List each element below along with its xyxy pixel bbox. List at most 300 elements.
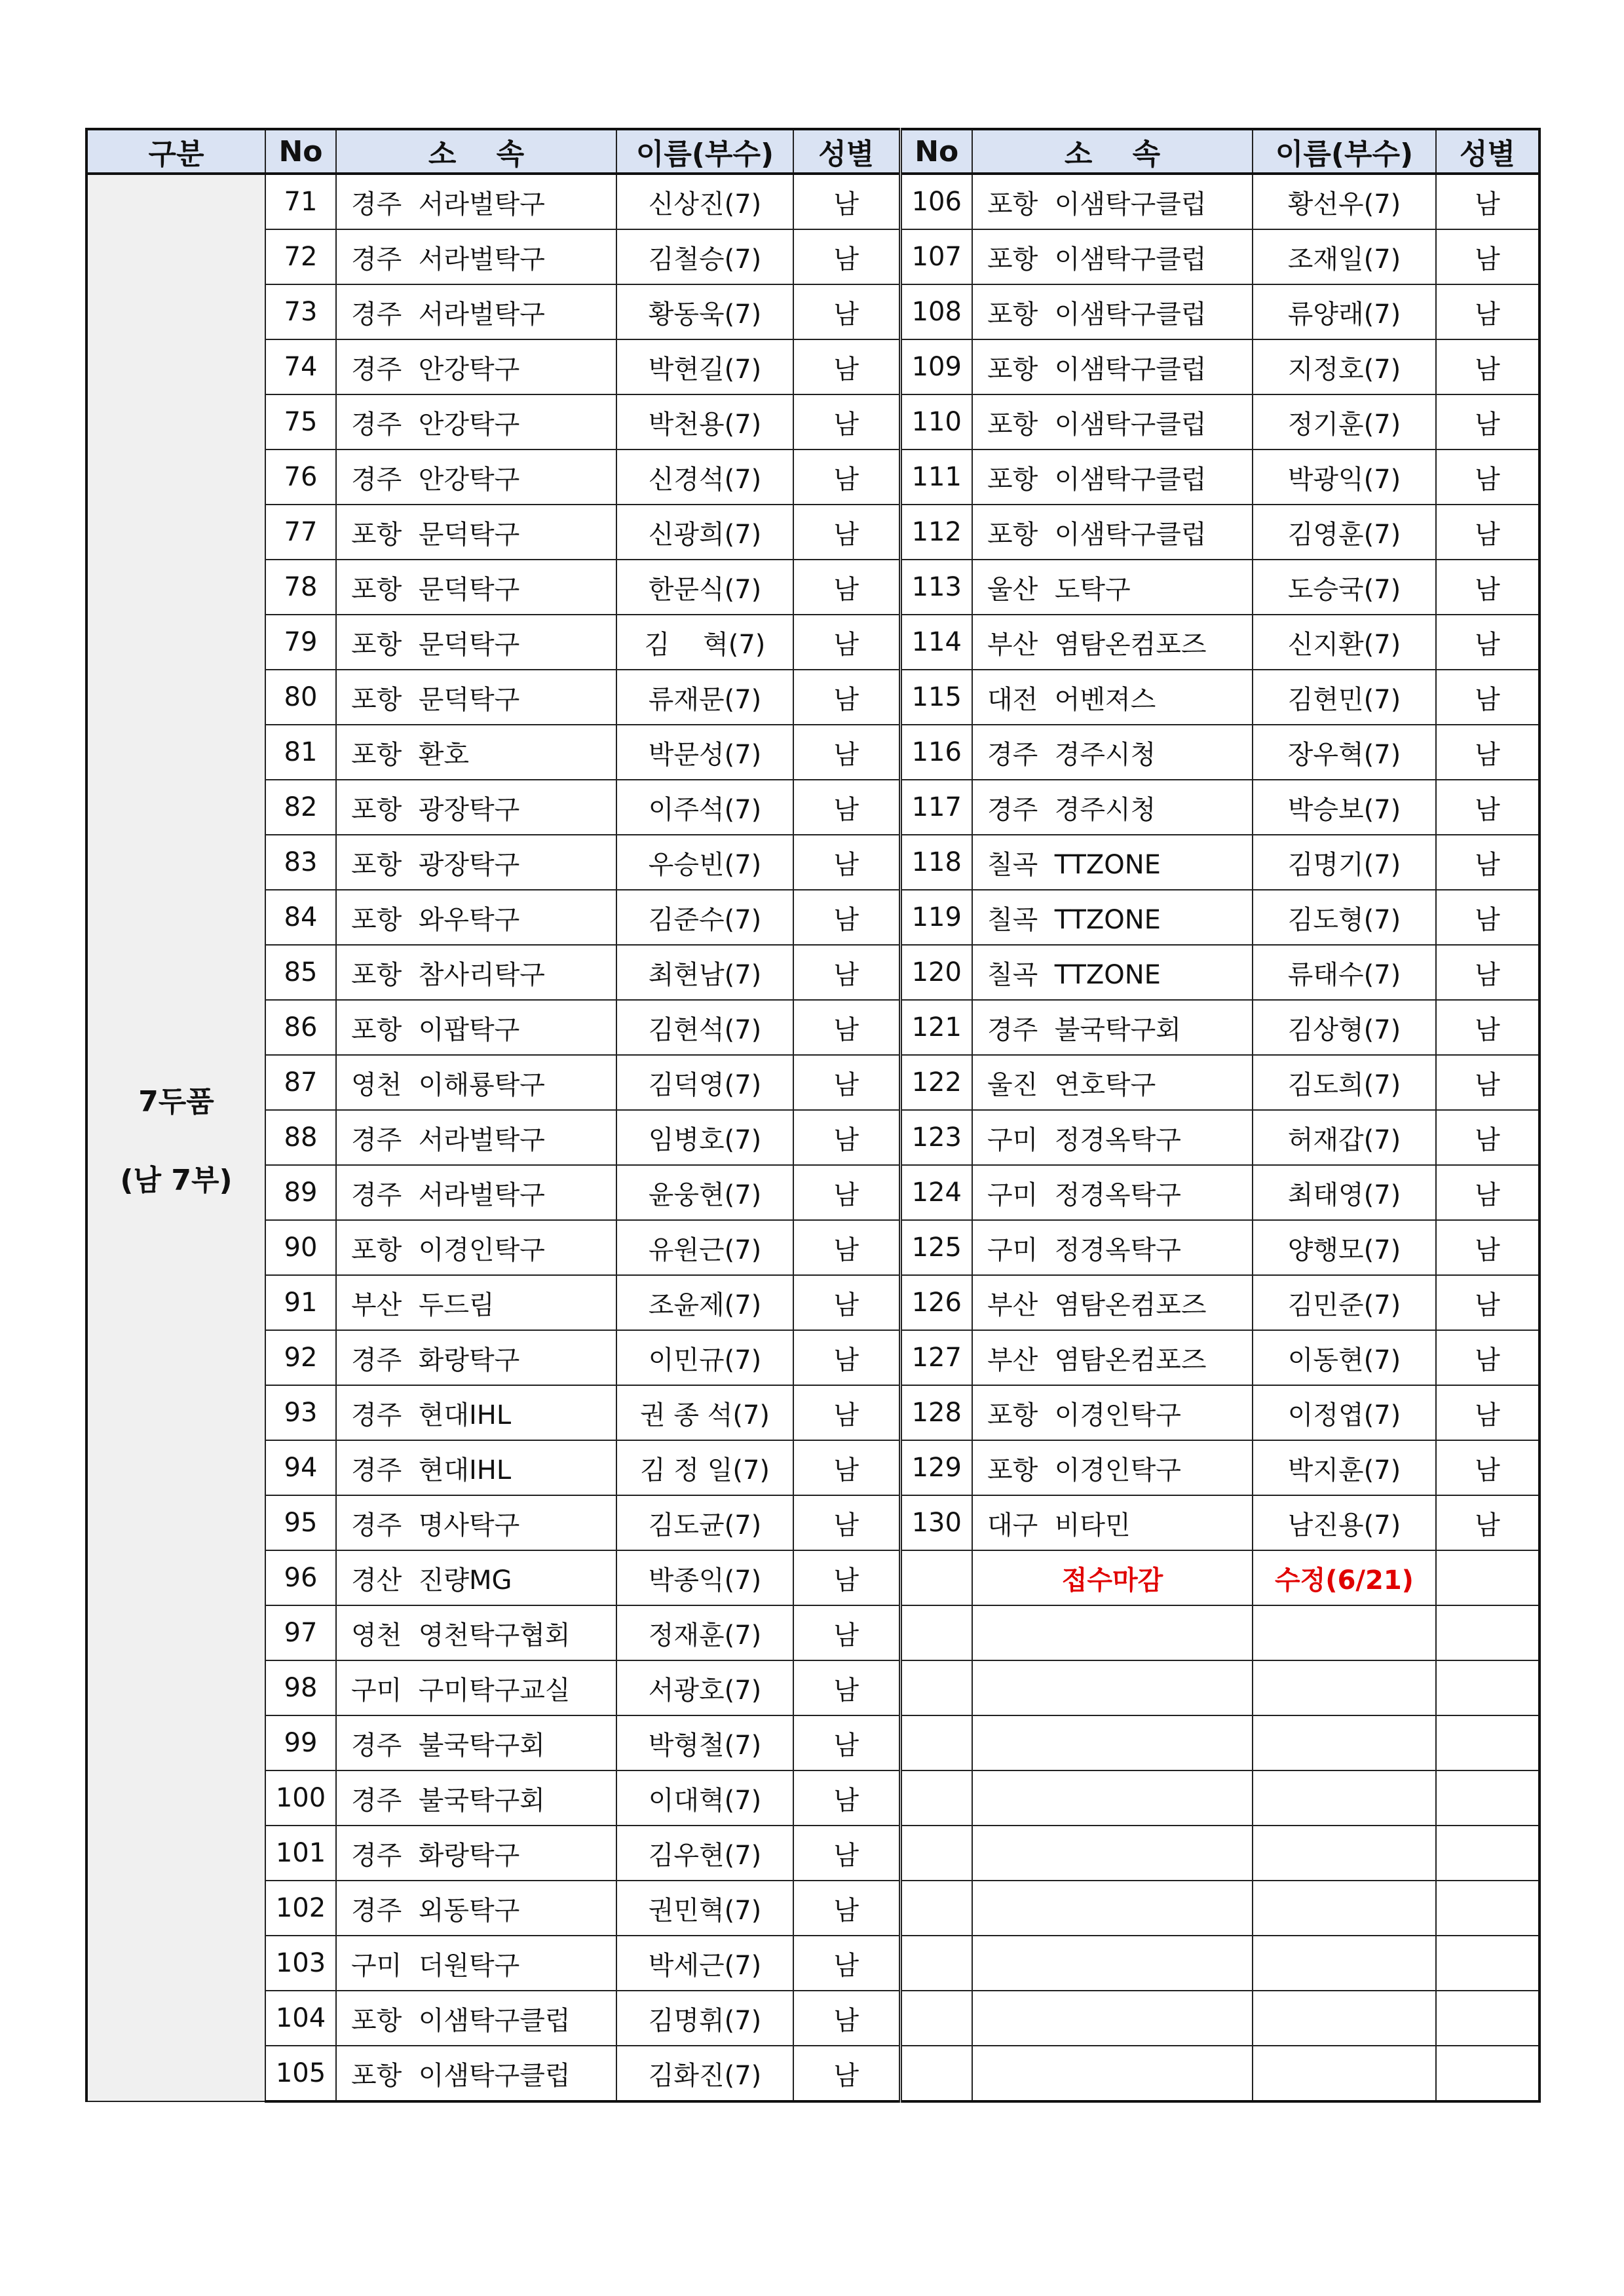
header-name-right: 이름(부수) [1253, 129, 1436, 174]
left-gender-cell: 남 [793, 1881, 900, 1936]
right-name-cell: 신지환(7) [1253, 615, 1436, 670]
left-gender-cell: 남 [793, 1055, 900, 1110]
left-name-cell: 김 정 일(7) [616, 1440, 793, 1495]
left-no-cell: 79 [265, 615, 336, 670]
right-affiliation-cell [972, 1770, 1253, 1826]
right-gender-cell [1436, 1550, 1539, 1605]
header-affiliation-left: 소 속 [336, 129, 616, 174]
left-affiliation-cell: 경주 안강탁구 [336, 450, 616, 505]
right-gender-cell [1436, 1660, 1539, 1715]
left-gender-cell: 남 [793, 1220, 900, 1275]
left-name-cell: 김명휘(7) [616, 1991, 793, 2046]
table-row [86, 890, 1539, 945]
right-gender-cell: 남 [1436, 1000, 1539, 1055]
left-gender-cell: 남 [793, 780, 900, 835]
table-row [86, 945, 1539, 1000]
left-no-cell: 87 [265, 1055, 336, 1110]
left-affiliation-cell: 영천 영천탁구협회 [336, 1605, 616, 1660]
left-gender-cell: 남 [793, 450, 900, 505]
right-affiliation-cell: 포항 이경인탁구 [972, 1385, 1253, 1440]
left-name-cell: 박종익(7) [616, 1550, 793, 1605]
table-row [86, 394, 1539, 450]
right-affiliation-cell: 울진 연호탁구 [972, 1055, 1253, 1110]
left-gender-cell: 남 [793, 1495, 900, 1550]
left-no-cell: 84 [265, 890, 336, 945]
right-gender-cell: 남 [1436, 670, 1539, 725]
right-affiliation-cell [972, 1936, 1253, 1991]
right-gender-cell: 남 [1436, 1385, 1539, 1440]
left-name-cell: 이민규(7) [616, 1330, 793, 1385]
left-gender-cell: 남 [793, 1165, 900, 1220]
right-affiliation-cell: 포항 이샘탁구클럽 [972, 450, 1253, 505]
left-name-cell: 신광희(7) [616, 505, 793, 560]
left-affiliation-cell: 포항 와우탁구 [336, 890, 616, 945]
left-name-cell: 김화진(7) [616, 2046, 793, 2101]
right-gender-cell: 남 [1436, 174, 1539, 229]
right-name-cell: 이동현(7) [1253, 1330, 1436, 1385]
left-no-cell: 105 [265, 2046, 336, 2101]
right-affiliation-cell: 대구 비타민 [972, 1495, 1253, 1550]
right-no-cell: 109 [900, 339, 972, 394]
right-gender-cell: 남 [1436, 835, 1539, 890]
table-row [86, 1826, 1539, 1881]
right-name-cell: 남진용(7) [1253, 1495, 1436, 1550]
left-gender-cell: 남 [793, 1550, 900, 1605]
left-no-cell: 91 [265, 1275, 336, 1330]
left-affiliation-cell: 경주 서라벌탁구 [336, 284, 616, 339]
table-row [86, 1715, 1539, 1770]
left-no-cell: 81 [265, 725, 336, 780]
left-name-cell: 박형철(7) [616, 1715, 793, 1770]
right-affiliation-cell: 경주 불국탁구회 [972, 1000, 1253, 1055]
left-gender-cell: 남 [793, 1385, 900, 1440]
table-row [86, 670, 1539, 725]
right-affiliation-cell: 울산 도탁구 [972, 560, 1253, 615]
left-gender-cell: 남 [793, 725, 900, 780]
right-affiliation-cell: 구미 정경옥탁구 [972, 1165, 1253, 1220]
right-gender-cell: 남 [1436, 1110, 1539, 1165]
left-name-cell: 정재훈(7) [616, 1605, 793, 1660]
table-row [86, 450, 1539, 505]
left-affiliation-cell: 경주 화랑탁구 [336, 1330, 616, 1385]
right-affiliation-cell: 부산 염탐온컴포즈 [972, 1275, 1253, 1330]
left-name-cell: 한문식(7) [616, 560, 793, 615]
left-name-cell: 신경석(7) [616, 450, 793, 505]
left-name-cell: 신상진(7) [616, 174, 793, 229]
right-no-cell: 108 [900, 284, 972, 339]
left-no-cell: 83 [265, 835, 336, 890]
left-no-cell: 71 [265, 174, 336, 229]
right-no-cell: 107 [900, 229, 972, 284]
left-no-cell: 101 [265, 1826, 336, 1881]
right-affiliation-cell: 포항 이샘탁구클럽 [972, 229, 1253, 284]
left-name-cell: 권민혁(7) [616, 1881, 793, 1936]
right-name-cell: 이정엽(7) [1253, 1385, 1436, 1440]
right-no-cell: 126 [900, 1275, 972, 1330]
table-row [86, 1495, 1539, 1550]
right-affiliation-cell: 칠곡 TTZONE [972, 945, 1253, 1000]
left-affiliation-cell: 포항 문덕탁구 [336, 560, 616, 615]
left-affiliation-cell: 경주 현대IHL [336, 1385, 616, 1440]
left-no-cell: 104 [265, 1991, 336, 2046]
right-name-cell: 김영훈(7) [1253, 505, 1436, 560]
left-affiliation-cell: 경주 서라벌탁구 [336, 229, 616, 284]
right-no-cell: 122 [900, 1055, 972, 1110]
left-affiliation-cell: 영천 이해룡탁구 [336, 1055, 616, 1110]
right-affiliation-cell: 경주 경주시청 [972, 725, 1253, 780]
right-name-cell [1253, 1936, 1436, 1991]
left-affiliation-cell: 경주 서라벌탁구 [336, 1110, 616, 1165]
table-row [86, 1881, 1539, 1936]
right-affiliation-cell: 칠곡 TTZONE [972, 835, 1253, 890]
right-gender-cell: 남 [1436, 505, 1539, 560]
right-gender-cell: 남 [1436, 1440, 1539, 1495]
right-no-cell: 129 [900, 1440, 972, 1495]
left-no-cell: 76 [265, 450, 336, 505]
table-row [86, 1055, 1539, 1110]
right-no-cell [900, 1660, 972, 1715]
right-affiliation-cell: 포항 이샘탁구클럽 [972, 284, 1253, 339]
category-line1: 7두품 [138, 1084, 214, 1119]
table-row [86, 174, 1539, 229]
left-affiliation-cell: 경주 현대IHL [336, 1440, 616, 1495]
left-affiliation-cell: 부산 두드림 [336, 1275, 616, 1330]
left-gender-cell: 남 [793, 1110, 900, 1165]
header-row [86, 129, 1539, 174]
left-name-cell: 최현남(7) [616, 945, 793, 1000]
left-gender-cell: 남 [793, 945, 900, 1000]
left-no-cell: 88 [265, 1110, 336, 1165]
entry-table [85, 128, 1541, 2103]
left-no-cell: 85 [265, 945, 336, 1000]
left-name-cell: 박천용(7) [616, 394, 793, 450]
left-no-cell: 97 [265, 1605, 336, 1660]
left-no-cell: 74 [265, 339, 336, 394]
header-name-left: 이름(부수) [616, 129, 793, 174]
right-no-cell: 120 [900, 945, 972, 1000]
table-row [86, 1220, 1539, 1275]
right-gender-cell: 남 [1436, 1220, 1539, 1275]
table-row [86, 1385, 1539, 1440]
left-no-cell: 82 [265, 780, 336, 835]
left-affiliation-cell: 경주 안강탁구 [336, 339, 616, 394]
left-no-cell: 90 [265, 1220, 336, 1275]
right-name-cell: 황선우(7) [1253, 174, 1436, 229]
right-no-cell [900, 1936, 972, 1991]
right-gender-cell: 남 [1436, 450, 1539, 505]
right-affiliation-cell: 포항 이샘탁구클럽 [972, 339, 1253, 394]
left-no-cell: 92 [265, 1330, 336, 1385]
right-name-cell: 조재일(7) [1253, 229, 1436, 284]
right-no-cell: 125 [900, 1220, 972, 1275]
note-closed: 접수마감 [972, 1550, 1253, 1605]
left-affiliation-cell: 경주 불국탁구회 [336, 1715, 616, 1770]
left-name-cell: 김준수(7) [616, 890, 793, 945]
left-gender-cell: 남 [793, 1440, 900, 1495]
table-row [86, 1991, 1539, 2046]
table-row [86, 560, 1539, 615]
right-affiliation-cell [972, 1826, 1253, 1881]
left-name-cell: 박세근(7) [616, 1936, 793, 1991]
left-affiliation-cell: 포항 이경인탁구 [336, 1220, 616, 1275]
right-gender-cell [1436, 1881, 1539, 1936]
left-no-cell: 100 [265, 1770, 336, 1826]
right-no-cell: 110 [900, 394, 972, 450]
right-affiliation-cell: 부산 염탐온컴포즈 [972, 1330, 1253, 1385]
left-affiliation-cell: 경산 진량MG [336, 1550, 616, 1605]
left-name-cell: 유원근(7) [616, 1220, 793, 1275]
right-name-cell [1253, 1715, 1436, 1770]
right-gender-cell: 남 [1436, 1055, 1539, 1110]
left-no-cell: 93 [265, 1385, 336, 1440]
left-name-cell: 조윤제(7) [616, 1275, 793, 1330]
right-name-cell [1253, 1881, 1436, 1936]
right-gender-cell: 남 [1436, 560, 1539, 615]
left-affiliation-cell: 구미 구미탁구교실 [336, 1660, 616, 1715]
left-gender-cell: 남 [793, 394, 900, 450]
left-no-cell: 95 [265, 1495, 336, 1550]
right-gender-cell: 남 [1436, 394, 1539, 450]
left-no-cell: 72 [265, 229, 336, 284]
left-affiliation-cell: 포항 광장탁구 [336, 780, 616, 835]
left-affiliation-cell: 경주 화랑탁구 [336, 1826, 616, 1881]
right-name-cell [1253, 1770, 1436, 1826]
right-no-cell: 115 [900, 670, 972, 725]
left-gender-cell: 남 [793, 1000, 900, 1055]
right-no-cell [900, 1826, 972, 1881]
right-affiliation-cell: 구미 정경옥탁구 [972, 1110, 1253, 1165]
right-gender-cell: 남 [1436, 780, 1539, 835]
left-affiliation-cell: 경주 서라벌탁구 [336, 174, 616, 229]
left-affiliation-cell: 경주 서라벌탁구 [336, 1165, 616, 1220]
left-affiliation-cell: 경주 외동탁구 [336, 1881, 616, 1936]
right-gender-cell: 남 [1436, 725, 1539, 780]
right-affiliation-cell [972, 2046, 1253, 2101]
left-gender-cell: 남 [793, 615, 900, 670]
left-name-cell: 김덕영(7) [616, 1055, 793, 1110]
right-gender-cell: 남 [1436, 1275, 1539, 1330]
left-name-cell: 김 혁(7) [616, 615, 793, 670]
header-gender-right: 성별 [1436, 129, 1539, 174]
table-row [86, 1770, 1539, 1826]
left-gender-cell: 남 [793, 1330, 900, 1385]
right-name-cell [1253, 1605, 1436, 1660]
right-no-cell: 114 [900, 615, 972, 670]
right-gender-cell: 남 [1436, 890, 1539, 945]
header-category: 구분 [86, 129, 265, 174]
right-no-cell: 106 [900, 174, 972, 229]
table-row [86, 1165, 1539, 1220]
right-name-cell: 최태영(7) [1253, 1165, 1436, 1220]
left-gender-cell: 남 [793, 835, 900, 890]
left-gender-cell: 남 [793, 890, 900, 945]
table-row [86, 725, 1539, 780]
right-affiliation-cell [972, 1715, 1253, 1770]
right-name-cell: 지정호(7) [1253, 339, 1436, 394]
right-name-cell [1253, 1826, 1436, 1881]
left-affiliation-cell: 경주 안강탁구 [336, 394, 616, 450]
right-no-cell [900, 2046, 972, 2101]
right-no-cell [900, 1605, 972, 1660]
left-no-cell: 86 [265, 1000, 336, 1055]
left-gender-cell: 남 [793, 174, 900, 229]
left-no-cell: 77 [265, 505, 336, 560]
right-no-cell [900, 1550, 972, 1605]
left-name-cell: 윤웅현(7) [616, 1165, 793, 1220]
right-gender-cell: 남 [1436, 1495, 1539, 1550]
right-gender-cell [1436, 1991, 1539, 2046]
left-gender-cell: 남 [793, 1936, 900, 1991]
right-name-cell: 김현민(7) [1253, 670, 1436, 725]
left-affiliation-cell: 포항 문덕탁구 [336, 505, 616, 560]
right-name-cell: 김도희(7) [1253, 1055, 1436, 1110]
left-no-cell: 94 [265, 1440, 336, 1495]
right-name-cell [1253, 1660, 1436, 1715]
right-name-cell: 양행모(7) [1253, 1220, 1436, 1275]
left-name-cell: 김우현(7) [616, 1826, 793, 1881]
left-gender-cell: 남 [793, 1991, 900, 2046]
left-no-cell: 75 [265, 394, 336, 450]
right-name-cell: 박지훈(7) [1253, 1440, 1436, 1495]
right-gender-cell [1436, 1770, 1539, 1826]
left-name-cell: 황동욱(7) [616, 284, 793, 339]
left-no-cell: 80 [265, 670, 336, 725]
table-row [86, 284, 1539, 339]
right-gender-cell [1436, 1826, 1539, 1881]
right-gender-cell: 남 [1436, 945, 1539, 1000]
right-gender-cell [1436, 1715, 1539, 1770]
right-gender-cell: 남 [1436, 1165, 1539, 1220]
left-gender-cell: 남 [793, 339, 900, 394]
right-no-cell: 128 [900, 1385, 972, 1440]
left-name-cell: 류재문(7) [616, 670, 793, 725]
right-name-cell: 허재갑(7) [1253, 1110, 1436, 1165]
right-no-cell: 118 [900, 835, 972, 890]
right-no-cell: 113 [900, 560, 972, 615]
left-affiliation-cell: 포항 문덕탁구 [336, 615, 616, 670]
left-affiliation-cell: 포항 이샘탁구클럽 [336, 2046, 616, 2101]
left-affiliation-cell: 포항 참사리탁구 [336, 945, 616, 1000]
left-gender-cell: 남 [793, 1715, 900, 1770]
right-affiliation-cell [972, 1881, 1253, 1936]
right-no-cell: 112 [900, 505, 972, 560]
right-gender-cell [1436, 1605, 1539, 1660]
table-row [86, 1605, 1539, 1660]
left-gender-cell: 남 [793, 284, 900, 339]
right-no-cell: 123 [900, 1110, 972, 1165]
right-gender-cell: 남 [1436, 229, 1539, 284]
right-no-cell [900, 1770, 972, 1826]
left-no-cell: 73 [265, 284, 336, 339]
right-name-cell: 장우혁(7) [1253, 725, 1436, 780]
right-no-cell: 117 [900, 780, 972, 835]
left-affiliation-cell: 구미 더원탁구 [336, 1936, 616, 1991]
left-affiliation-cell: 포항 문덕탁구 [336, 670, 616, 725]
right-no-cell: 111 [900, 450, 972, 505]
table-row [86, 1550, 1539, 1605]
header-affiliation-right: 소 속 [972, 129, 1253, 174]
header-no-right: No [900, 129, 972, 174]
left-affiliation-cell: 포항 환호 [336, 725, 616, 780]
right-affiliation-cell [972, 1660, 1253, 1715]
left-gender-cell: 남 [793, 1660, 900, 1715]
left-name-cell: 김현석(7) [616, 1000, 793, 1055]
left-gender-cell: 남 [793, 1770, 900, 1826]
right-no-cell: 124 [900, 1165, 972, 1220]
right-name-cell: 도승국(7) [1253, 560, 1436, 615]
right-affiliation-cell: 경주 경주시청 [972, 780, 1253, 835]
left-gender-cell: 남 [793, 560, 900, 615]
category-line2: (남 7부) [120, 1163, 233, 1197]
left-no-cell: 102 [265, 1881, 336, 1936]
left-name-cell: 임병호(7) [616, 1110, 793, 1165]
right-no-cell: 121 [900, 1000, 972, 1055]
right-name-cell [1253, 1991, 1436, 2046]
right-gender-cell: 남 [1436, 615, 1539, 670]
left-no-cell: 78 [265, 560, 336, 615]
left-no-cell: 96 [265, 1550, 336, 1605]
right-name-cell [1253, 2046, 1436, 2101]
left-affiliation-cell: 경주 명사탁구 [336, 1495, 616, 1550]
right-name-cell: 류태수(7) [1253, 945, 1436, 1000]
left-affiliation-cell: 포항 이샘탁구클럽 [336, 1991, 616, 2046]
header-no-left: No [265, 129, 336, 174]
right-name-cell: 류양래(7) [1253, 284, 1436, 339]
right-gender-cell [1436, 2046, 1539, 2101]
left-name-cell: 박문성(7) [616, 725, 793, 780]
left-name-cell: 박현길(7) [616, 339, 793, 394]
right-affiliation-cell [972, 1605, 1253, 1660]
right-affiliation-cell: 부산 염탐온컴포즈 [972, 615, 1253, 670]
right-gender-cell [1436, 1936, 1539, 1991]
right-gender-cell: 남 [1436, 1330, 1539, 1385]
right-name-cell: 김명기(7) [1253, 835, 1436, 890]
left-affiliation-cell: 포항 이팝탁구 [336, 1000, 616, 1055]
right-name-cell: 박승보(7) [1253, 780, 1436, 835]
right-affiliation-cell: 포항 이샘탁구클럽 [972, 394, 1253, 450]
left-gender-cell: 남 [793, 670, 900, 725]
table-row [86, 835, 1539, 890]
table-row [86, 2046, 1539, 2101]
left-name-cell: 김철승(7) [616, 229, 793, 284]
left-name-cell: 김도균(7) [616, 1495, 793, 1550]
left-no-cell: 89 [265, 1165, 336, 1220]
left-no-cell: 99 [265, 1715, 336, 1770]
table-body [86, 174, 1539, 2101]
right-name-cell: 김상형(7) [1253, 1000, 1436, 1055]
right-no-cell: 116 [900, 725, 972, 780]
table-row [86, 1440, 1539, 1495]
table-row [86, 1330, 1539, 1385]
right-no-cell: 130 [900, 1495, 972, 1550]
left-gender-cell: 남 [793, 1826, 900, 1881]
table-row [86, 1660, 1539, 1715]
category-cell [86, 174, 265, 2101]
left-name-cell: 서광호(7) [616, 1660, 793, 1715]
right-affiliation-cell: 칠곡 TTZONE [972, 890, 1253, 945]
left-name-cell: 우승빈(7) [616, 835, 793, 890]
table-row [86, 229, 1539, 284]
right-affiliation-cell: 대전 어벤져스 [972, 670, 1253, 725]
left-name-cell: 이주석(7) [616, 780, 793, 835]
left-gender-cell: 남 [793, 1605, 900, 1660]
right-affiliation-cell: 포항 이샘탁구클럽 [972, 174, 1253, 229]
left-no-cell: 103 [265, 1936, 336, 1991]
right-affiliation-cell: 포항 이경인탁구 [972, 1440, 1253, 1495]
table-row [86, 615, 1539, 670]
right-gender-cell: 남 [1436, 339, 1539, 394]
right-name-cell: 정기훈(7) [1253, 394, 1436, 450]
